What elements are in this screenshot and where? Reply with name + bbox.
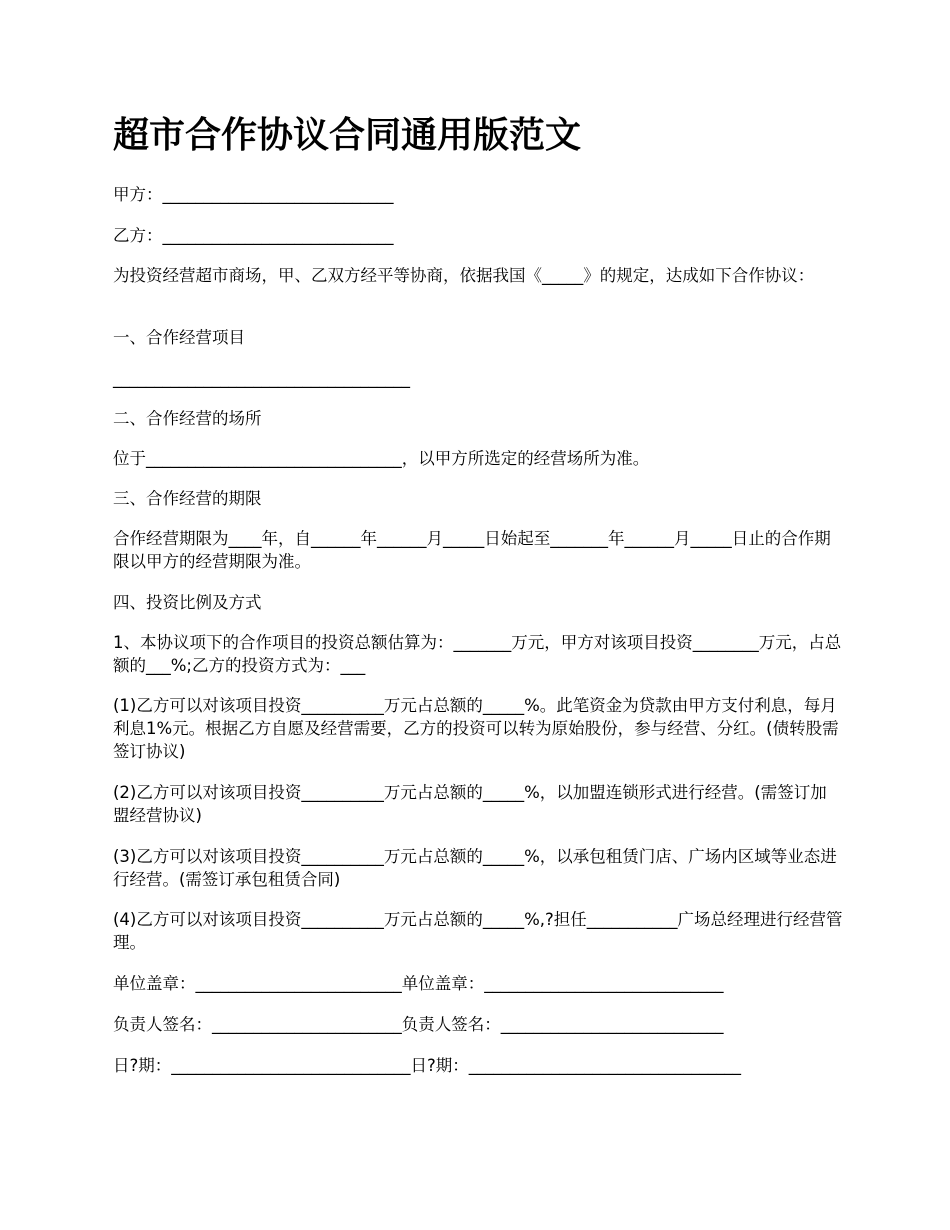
party-a-line: 甲方：____________________________ [113, 185, 394, 204]
location-paragraph: 位于_______________________________，以甲方所选定的经营场所为准。 [113, 449, 650, 468]
date-line: 日?期：_____________________________日?期：_________________________________ [113, 1056, 742, 1075]
document-title: 超市合作协议合同通用版范文 [113, 115, 582, 156]
investment-option-3: (3)乙方可以对该项目投资__________万元占总额的_____%，以承包租赁门店、广场内区域等业态进行经营。(需签订承包租赁合同) [113, 847, 837, 889]
project-blank-line: ____________________________________ [113, 369, 410, 388]
section-heading-project: 一、合作经营项目 [113, 328, 245, 347]
section-heading-investment: 四、投资比例及方式 [113, 593, 262, 612]
section-heading-term: 三、合作经营的期限 [113, 489, 262, 508]
investment-option-1: (1)乙方可以对该项目投资__________万元占总额的_____%。此笔资金为贷款由甲方支付利息，每月利息1%元。根据乙方自愿及经营需要，乙方的投资可以转为原始股份，参与经营、分红。(债转股需签订协议) [113, 696, 839, 761]
investment-option-4: (4)乙方可以对该项目投资__________万元占总额的_____%,?担任___________广场总经理进行经营管理。 [113, 910, 843, 952]
party-b-line: 乙方：____________________________ [113, 226, 394, 245]
responsible-person-signature-line: 负责人签名：_______________________负责人签名：___________________________ [113, 1015, 724, 1034]
section-heading-location: 二、合作经营的场所 [113, 409, 262, 428]
term-paragraph: 合作经营期限为____年，自______年______月_____日始起至_______年______月_____日止的合作期限以甲方的经营期限为准。 [113, 529, 831, 571]
investment-option-2: (2)乙方可以对该项目投资__________万元占总额的_____%，以加盟连锁形式进行经营。(需签订加盟经营协议) [113, 783, 827, 825]
investment-clause-1: 1、本协议项下的合作项目的投资总额估算为：_______万元，甲方对该项目投资________万元，占总额的___%;乙方的投资方式为：___ [113, 633, 842, 675]
preamble-paragraph: 为投资经营超市商场，甲、乙双方经平等协商，依据我国《_____》的规定，达成如下合作协议： [113, 266, 815, 285]
seal-signature-line: 单位盖章：_________________________单位盖章：_____________________________ [113, 974, 724, 993]
